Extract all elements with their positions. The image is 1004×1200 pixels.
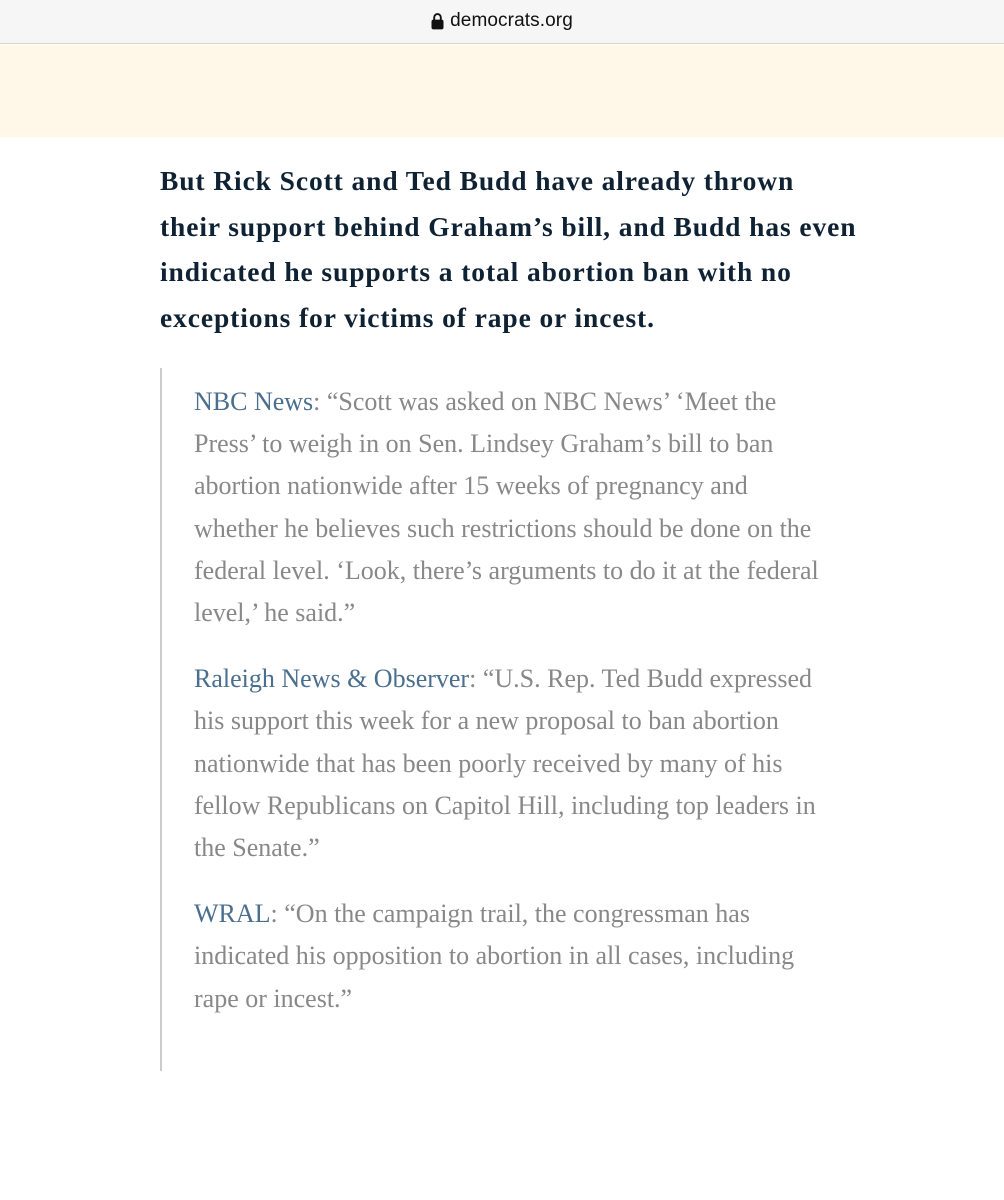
lock-icon xyxy=(431,12,444,30)
top-banner xyxy=(0,45,1004,137)
quote-wral xyxy=(194,893,834,1020)
address-content xyxy=(431,10,573,32)
quote-block xyxy=(160,368,840,1071)
url-text: democrats.org xyxy=(450,9,573,31)
source-link-nbc-news[interactable]: NBC News xyxy=(194,387,314,416)
quote-text: : “On the campaign trail, the congressman has indicated his opposition to abortion in all cases, including rape or incest.” xyxy=(194,899,795,1013)
source-link-wral[interactable]: WRAL xyxy=(194,899,271,929)
quote-raleigh-news-observer xyxy=(194,658,834,869)
quote-text: : “Scott was asked on NBC News’ ‘Meet the Press’ to weigh in on Sen. Lindsey Graham’s bill to ban abortion nationwide after 15 weeks of pregnancy and whether he believes such restrictions should be done on the federal level. ‘Look, there’s arguments to do it at the federal level,’ he said.” xyxy=(194,387,819,628)
quote-text: : “U.S. Rep. Ted Budd expressed his support this week for a new proposal to ban abortion nationwide that has been poorly received by many of his fellow Republicans on Capitol Hill, including top leaders in the Senate.” xyxy=(194,664,816,863)
address-bar[interactable] xyxy=(0,0,1004,44)
lead-paragraph: But Rick Scott and Ted Budd have already thrown their support behind Graham’s bill, and Budd has even indicated he supports a total abortion ban with no exceptions for victims of rape or incest. xyxy=(160,165,857,333)
source-link-raleigh-news-observer[interactable]: Raleigh News & Observer xyxy=(194,664,470,694)
quote-nbc-news xyxy=(194,368,834,634)
